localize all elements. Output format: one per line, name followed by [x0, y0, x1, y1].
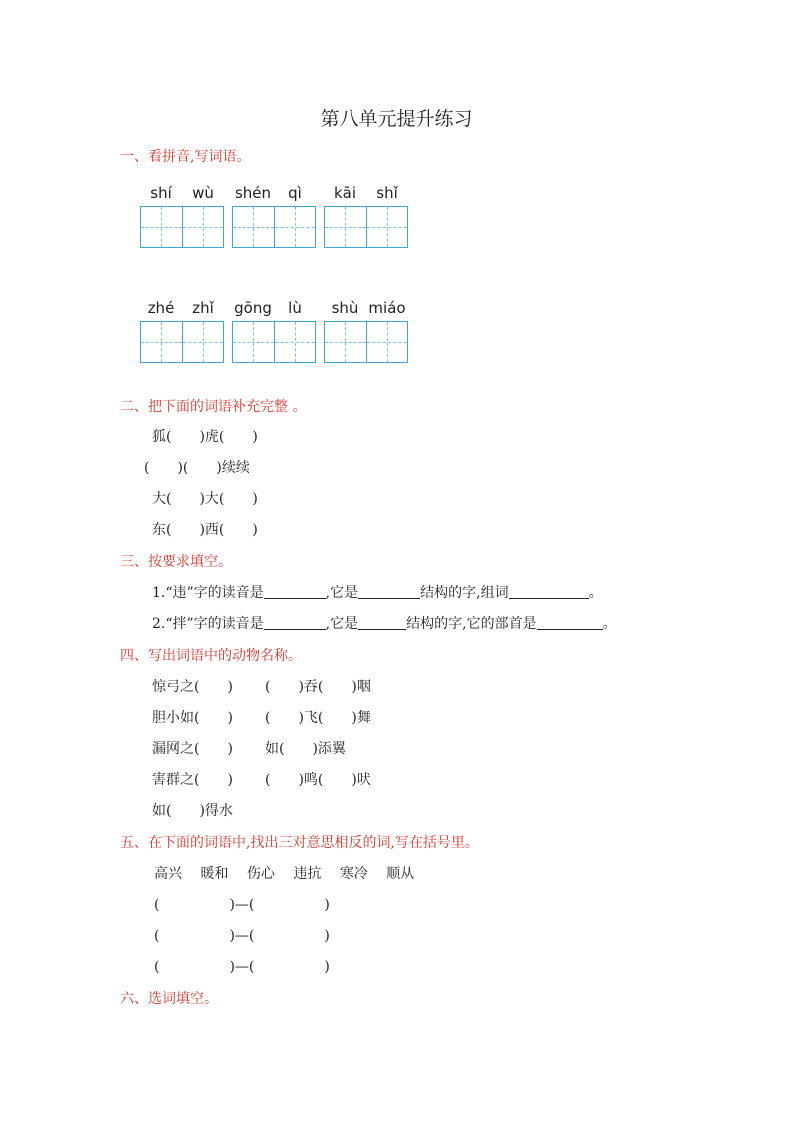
question-text: 结构的字,组词	[420, 585, 509, 601]
word: 违抗	[293, 866, 322, 882]
section2-heading: 二、把下面的词语补充完整 。	[120, 399, 307, 415]
word: 顺从	[386, 866, 415, 882]
writing-grid[interactable]	[324, 206, 408, 248]
animal-idiom[interactable]: 惊弓之( )	[152, 679, 233, 695]
idiom-item[interactable]: ( )( )续续	[144, 460, 250, 476]
answer-blank[interactable]	[358, 615, 406, 630]
word: 寒冷	[339, 866, 368, 882]
pinyin-label: shén	[234, 184, 272, 202]
pinyin-group	[232, 184, 316, 254]
writing-grid[interactable]	[232, 206, 316, 248]
answer-blank[interactable]	[509, 584, 589, 599]
animal-idiom[interactable]: ( )鸣( )吠	[265, 772, 371, 788]
writing-grid[interactable]	[140, 321, 224, 363]
question-text: 2.“拌”字的读音是	[152, 616, 264, 632]
question-text: 结构的字,它的部首是	[406, 616, 537, 632]
section3-heading: 三、按要求填空。	[120, 554, 232, 570]
answer-blank[interactable]	[537, 615, 603, 630]
animal-idiom[interactable]: 如( )得水	[152, 803, 233, 819]
animal-idiom[interactable]: 害群之( )	[152, 772, 233, 788]
section5-heading: 五、在下面的词语中,找出三对意思相反的词,写在括号里。	[120, 835, 479, 851]
fill-question-1	[152, 582, 603, 602]
word: 伤心	[246, 866, 275, 882]
pinyin-row-1	[140, 184, 440, 254]
writing-grid[interactable]	[140, 206, 224, 248]
idiom-item[interactable]: 东( )西( )	[152, 522, 258, 538]
animal-idiom[interactable]: 漏网之( )	[152, 741, 233, 757]
pinyin-group	[324, 299, 408, 369]
question-text: 。	[588, 585, 603, 601]
pinyin-label: zhé	[147, 299, 175, 317]
question-text: 1.“违”字的读音是	[152, 585, 264, 601]
pinyin-label: wù	[192, 184, 214, 202]
pinyin-label: miáo	[368, 299, 406, 317]
pinyin-group	[232, 299, 316, 369]
fill-question-2	[152, 613, 617, 633]
antonym-pair[interactable]: ( )—( )	[154, 897, 330, 913]
pinyin-group	[140, 184, 224, 254]
animal-idiom[interactable]: ( )吞( )咽	[265, 679, 371, 695]
pinyin-label: gōng	[234, 299, 272, 317]
idiom-item[interactable]: 大( )大( )	[152, 491, 258, 507]
pinyin-label: qì	[288, 184, 302, 202]
pinyin-row-2	[140, 299, 440, 369]
section4-heading: 四、写出词语中的动物名称。	[120, 648, 302, 664]
word-bank	[154, 863, 414, 883]
question-text: ,它是	[325, 585, 359, 601]
answer-blank[interactable]	[264, 615, 326, 630]
question-text: ,它是	[325, 616, 359, 632]
word: 暖和	[200, 866, 229, 882]
answer-blank[interactable]	[264, 584, 326, 599]
pinyin-label: shǐ	[376, 184, 398, 202]
pinyin-label: kāi	[333, 184, 357, 202]
idiom-item[interactable]: 狐( )虎( )	[152, 429, 258, 445]
page-title: 第八单元提升练习	[320, 108, 473, 130]
antonym-pair[interactable]: ( )—( )	[154, 959, 330, 975]
pinyin-label: lù	[288, 299, 302, 317]
pinyin-group	[324, 184, 408, 254]
word: 高兴	[154, 866, 182, 882]
question-text: 。	[602, 616, 617, 632]
animal-idiom[interactable]: ( )飞( )舞	[265, 710, 371, 726]
animal-idiom[interactable]: 胆小如( )	[152, 710, 233, 726]
pinyin-label: zhǐ	[192, 299, 214, 317]
section6-heading: 六、选词填空。	[120, 991, 218, 1007]
section1-heading: 一、看拼音,写词语。	[120, 149, 251, 165]
pinyin-label: shù	[331, 299, 359, 317]
pinyin-group	[140, 299, 224, 369]
pinyin-label: shí	[150, 184, 172, 202]
writing-grid[interactable]	[324, 321, 408, 363]
answer-blank[interactable]	[358, 584, 420, 599]
writing-grid[interactable]	[232, 321, 316, 363]
antonym-pair[interactable]: ( )—( )	[154, 928, 330, 944]
animal-idiom[interactable]: 如( )添翼	[265, 741, 346, 757]
